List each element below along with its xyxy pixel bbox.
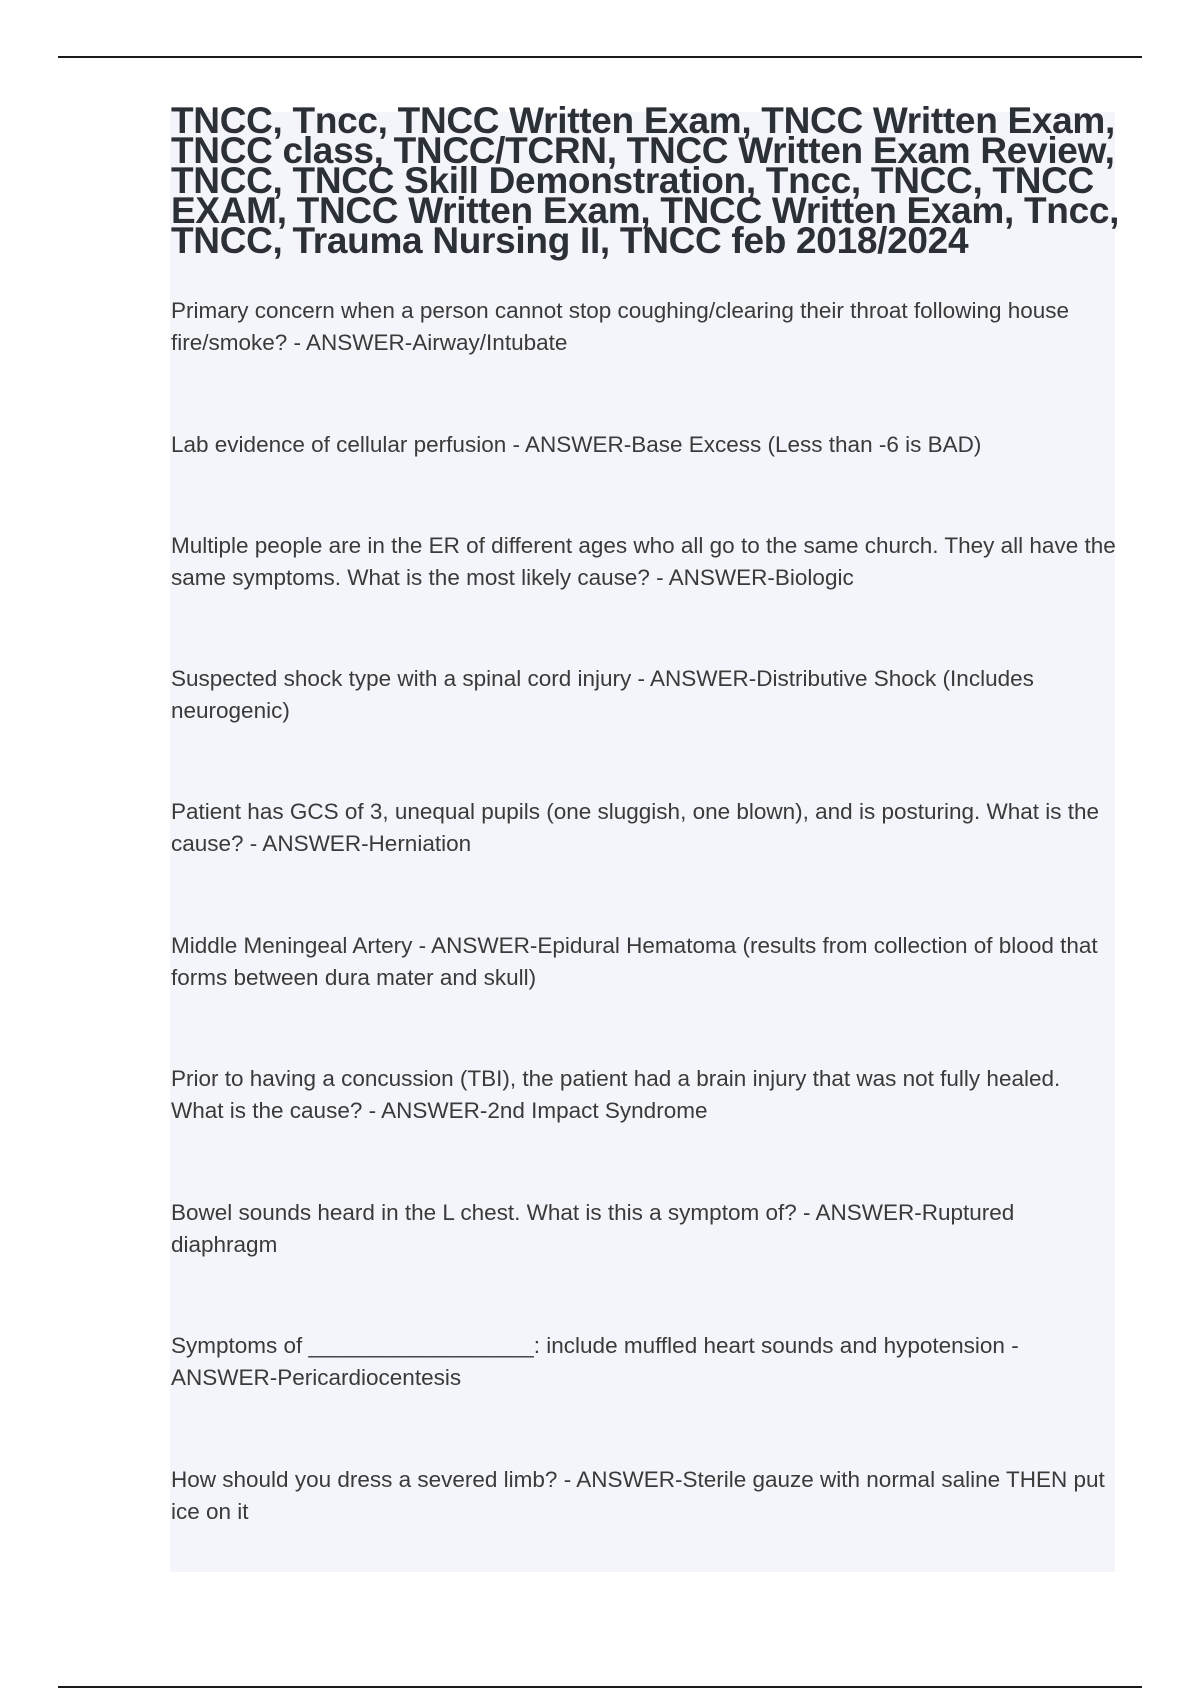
qa-item: Suspected shock type with a spinal cord injury - ANSWER-Distributive Shock (Includes neurogenic) bbox=[171, 666, 1034, 723]
qa-item: Middle Meningeal Artery - ANSWER-Epidural Hematoma (results from collection of blood that forms between dura mater and skull) bbox=[171, 933, 1098, 990]
document-title: TNCC, Tncc, TNCC Written Exam, TNCC Written Exam, TNCC class, TNCC/TCRN, TNCC Written Exam Review, TNCC, TNCC Skill Demonstration, Tncc, TNCC, TNCC EXAM, TNCC Written Exam, TNCC Written Exam, Tncc, TNCC, Trauma Nursing II, TNCC feb 2018/2024 bbox=[171, 100, 1120, 261]
qa-item: How should you dress a severed limb? - ANSWER-Sterile gauze with normal saline THEN put ice on it bbox=[171, 1467, 1105, 1524]
qa-item: Primary concern when a person cannot stop coughing/clearing their throat following house fire/smoke? - ANSWER-Airway/Intubate bbox=[171, 298, 1070, 355]
qa-item: Bowel sounds heard in the L chest. What is this a symptom of? - ANSWER-Ruptured diaphragm bbox=[171, 1200, 1015, 1257]
qa-item: Symptoms of __________________: include muffled heart sounds and hypotension - ANSWER-Pericardiocentesis bbox=[171, 1333, 1019, 1390]
top-divider bbox=[58, 56, 1142, 58]
qa-item: Lab evidence of cellular perfusion - ANSWER-Base Excess (Less than -6 is BAD) bbox=[171, 432, 982, 457]
qa-item: Patient has GCS of 3, unequal pupils (one sluggish, one blown), and is posturing. What is the cause? - ANSWER-Herniation bbox=[171, 799, 1100, 856]
qa-item: Prior to having a concussion (TBI), the patient had a brain injury that was not fully healed. What is the cause? - ANSWER-2nd Impact Syndrome bbox=[171, 1066, 1061, 1123]
bottom-divider bbox=[58, 1686, 1142, 1688]
qa-item: Multiple people are in the ER of different ages who all go to the same church. They all have the same symptoms. What is the most likely cause? - ANSWER-Biologic bbox=[171, 533, 1116, 590]
